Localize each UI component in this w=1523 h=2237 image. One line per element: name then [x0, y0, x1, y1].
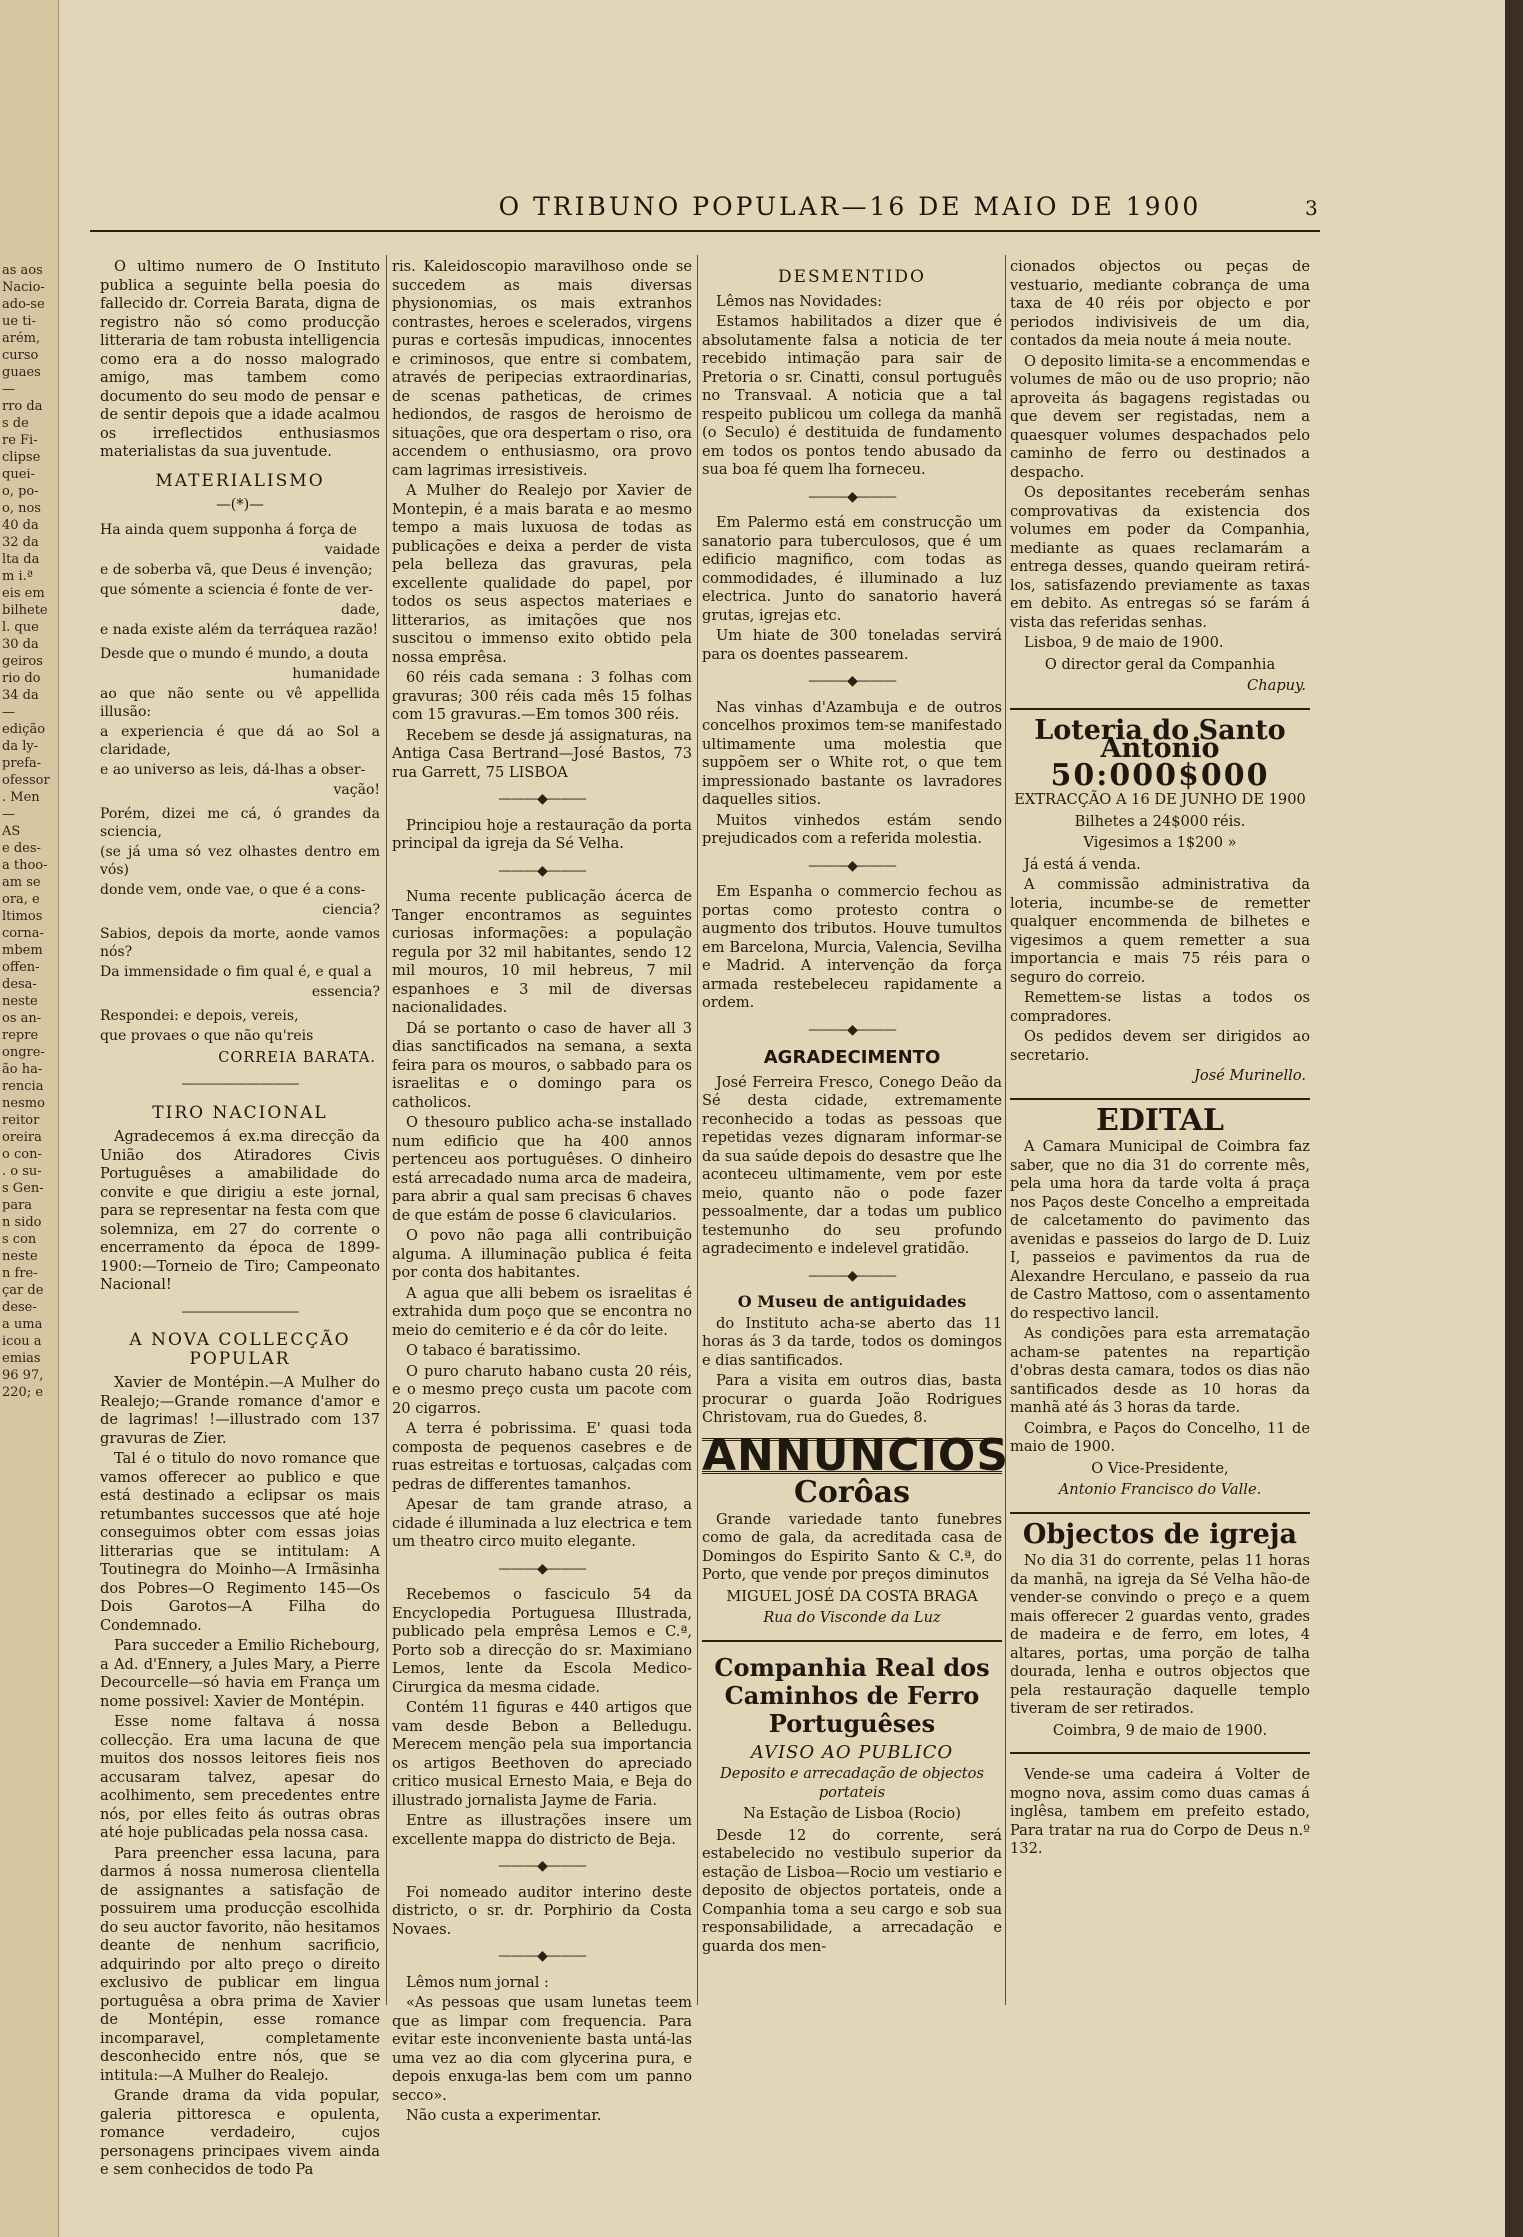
- tiro-title: TIRO NACIONAL: [152, 1102, 328, 1123]
- poem-line: Sabios, depois da morte, aonde vamos nós?: [100, 925, 380, 960]
- poem-line: Ha ainda quem supponha á força de: [100, 521, 357, 538]
- loteria-bilhetes: Bilhetes a 24$000 réis.: [1074, 812, 1246, 830]
- margin-fragment: n sido: [2, 1215, 42, 1230]
- col2-p5: Principiou hoje a restauração da porta principal da igreja da Sé Velha.: [392, 816, 692, 852]
- col2-p21: Não custa a experimentar.: [406, 2107, 602, 2124]
- ad-divider: [1010, 1752, 1310, 1754]
- separator: ———◆———: [808, 673, 896, 689]
- margin-fragment: n fre-: [2, 1266, 38, 1281]
- coroas-address: Rua do Visconde da Luz: [763, 1609, 941, 1626]
- margin-fragment: s Gen-: [2, 1181, 44, 1196]
- ad-divider: [1010, 1098, 1310, 1100]
- margin-fragment: clipse: [2, 450, 41, 465]
- margin-fragment: ue ti-: [2, 314, 36, 329]
- separator: ———◆———: [498, 1560, 586, 1577]
- margin-fragment: am se: [2, 875, 41, 890]
- edital-p1: A Camara Municipal de Coimbra faz saber, que no dia 31 do corrente mês, pela uma hora da tarde volta á praça nos Paços deste Concelho a empreitada de calcetamento do pavimento das avenidas e passeios do largo de D. Luiz I, passeios e pavimentos da rua de Alexandre Herculano, e passeio da rua de Castro Mattoso, com o assentamento do respectivo lancil.: [1010, 1138, 1310, 1322]
- column-2: [392, 258, 692, 2128]
- poem-line: e de soberba vã, que Deus é invenção;: [100, 561, 373, 578]
- margin-fragment: 32 da: [2, 535, 39, 550]
- margin-fragment: offen-: [2, 960, 40, 975]
- margin-fragment: icou a: [2, 1334, 42, 1349]
- column-4: [1010, 258, 1310, 1861]
- separator: ———◆———: [808, 1267, 896, 1284]
- coroas-seller: MIGUEL JOSÉ DA COSTA BRAGA: [726, 1587, 978, 1605]
- desmentido-text: Estamos habilitados a dizer que é absolutamente falsa a noticia de ter recebido intimação para sair de Pretoria o sr. Cinatti, consul português no Transvaal. A noticia que a tal respeito publicou um collega da manhã (o Seculo) é destituida de fundamento em todos os pontos tendo abusado da sua boa fé quem lha forneceu.: [702, 313, 1002, 478]
- col2-p14: Apesar de tam grande atraso, a cidade é illuminada a luz electrica e tem um theatro circo muito elegante.: [392, 1496, 692, 1550]
- previous-page-margin: [0, 0, 59, 2237]
- col2-p17: Entre as illustrações insere um excellente mappa do districto de Beja.: [392, 1812, 692, 1848]
- aviso-signature: Chapuy.: [1247, 677, 1306, 694]
- page-header-title: O TRIBUNO POPULAR—16 DE MAIO DE 1900: [498, 192, 1202, 221]
- col2-p2: A Mulher do Realejo por Xavier de Montepin, é a mais barata e ao mesmo tempo a mais luxuosa de todas as publicações e deixa a perder de vista pela belleza das gravuras, pela excellente qualidade do papel, por todos os seus aspectos materiaes e litterarios, as imitações que nos suscitou o immenso exito obtido pela nossa emprêsa.: [392, 482, 692, 666]
- margin-fragment: nesmo: [2, 1096, 45, 1111]
- column-3: [702, 258, 1010, 1958]
- palermo-text: Em Palermo está em construcção um sanatorio para tuberculosos, que é um edificio magnifico, com todas as commodidades, é illuminado a luz electrica. Junto do sanatorio haverá grutas, igrejas etc.: [702, 514, 1002, 624]
- col2-p10: A agua que alli bebem os israelitas é extrahida dum poço que se encontra no meio do cemiterio e é da côr do leite.: [392, 1284, 692, 1339]
- edital-p2: As condições para esta arrematação acham-se patentes na repartição d'obras desta camara, todos os dias não santificados desde as 10 horas da manhã até ás 3 horas da tarde.: [1010, 1325, 1310, 1416]
- espanha-text: Em Espanha o commercio fechou as portas como protesto contra o augmento dos tributos. Houve tumultos em Barcelona, Murcia, Valencia, Sevilha e Madrid. A intervenção da força armada restebeleceu rapidamente a ordem.: [702, 883, 1002, 1011]
- col2-p18: Foi nomeado auditor interino deste districto, o sr. dr. Porphirio da Costa Novaes.: [392, 1883, 692, 1938]
- separator: ———◆———: [808, 488, 896, 505]
- margin-fragment: . o su-: [2, 1164, 42, 1179]
- colleccao-p5: Para preencher essa lacuna, para darmos á nossa numerosa clientella de assignantes a satisfação de possuirem uma producção escolhida do seu auctor favorito, não hesitamos deante de nenhum sacrificio, adquirindo por alto preço o direito exclusivo de publicar em lingua portuguêsa a obra prima de Xavier de Montépin, esse romance incomparavel, completamente desconhecido entre nós, que se intitula:—A Mulher do Realejo.: [100, 1844, 380, 2084]
- margin-fragment: rio do: [2, 671, 41, 686]
- aviso-station: Na Estação de Lisboa (Rocio): [743, 1805, 961, 1822]
- poem-line: Desde que o mundo é mundo, a douta: [100, 645, 369, 662]
- margin-fragment: o con-: [2, 1147, 42, 1162]
- annuncios-title: ANNUNCIOS: [702, 1429, 1010, 1481]
- margin-fragment: neste: [2, 1249, 38, 1264]
- separator: —————————: [181, 1303, 299, 1320]
- poem-line: a experiencia é que dá ao Sol a claridade,: [100, 723, 380, 758]
- tiro-text: Agradecemos á ex.ma direcção da União dos Atiradores Civis Portuguêses a amabilidade do convite e que dirigiu a este jornal, para se representar na festa com que solemniza, em 27 do corrente o encerramento da época de 1899-1900:—Torneio de Tiro; Campeonato Nacional!: [100, 1128, 380, 1293]
- agradecimento-title: AGRADECIMENTO: [763, 1047, 941, 1068]
- poem-line: que provaes o que não qu'reis: [100, 1027, 314, 1044]
- margin-fragment: quei-: [2, 467, 35, 482]
- museu-p1: do Instituto acha-se aberto das 11 horas ás 3 da tarde, todos os domingos e dias santificados.: [702, 1314, 1002, 1369]
- col2-p3: 60 réis cada semana : 3 folhas com gravuras; 300 réis cada mês 15 folhas com 15 gravuras.—Em tomos 300 réis.: [392, 669, 692, 723]
- colleccao-p6: Grande drama da vida popular, galeria pittoresca e opulenta, romance verdadeiro, cujos personagens principaes vivem ainda e sem conhecidos de todo Pa: [100, 2087, 380, 2178]
- col2-p13: A terra é pobrissima. E' quasi toda composta de pequenos casebres e de ruas estreitas e tortuosas, calçadas com pedras de differentes tamanhos.: [392, 1420, 692, 1493]
- vinhedos-text: Muitos vinhedos estám sendo prejudicados com a referida molestia.: [702, 811, 1002, 847]
- margin-fragment: ado-se: [2, 297, 45, 312]
- museu-title: O Museu de antiguidades: [737, 1292, 967, 1311]
- poem-line: humanidade: [292, 665, 380, 682]
- margin-fragment: ofessor: [2, 773, 50, 788]
- companhia-title: Companhia Real dos Caminhos de Ferro Portuguêses: [714, 1652, 990, 1738]
- objectos-date: Coimbra, 9 de maio de 1900.: [1052, 1721, 1268, 1739]
- poem-body: [100, 521, 380, 1045]
- aviso-p3: Os depositantes receberám senhas comprovativas da existencia dos volumes em poder da Companhia, mediante as quaes reclamarám a entrega desses, quando queiram retirá-los, satisfazendo previamente as taxas em debito. As entregas só se farám á vista das referidas senhas.: [1010, 484, 1310, 631]
- margin-fragment: curso: [2, 348, 39, 363]
- margin-fragment: s de: [2, 416, 29, 431]
- poem-line: Da immensidade o fim qual é, e qual a: [100, 963, 372, 980]
- separator: ———◆———: [808, 857, 896, 874]
- objectos-text: No dia 31 do corrente, pelas 11 horas da manhã, na igreja da Sé Velha hão-de vender-se convindo o preço e a quem mais offerecer 2 guardas vento, grades de madeira e de ferro, em lotes, 4 altares, portas, uma porção de talha dourada, lenha e outros objectos que pela restauração daquelle templo tiveram de ser retirados.: [1010, 1552, 1310, 1717]
- margin-fragment: . Men: [2, 790, 40, 805]
- margin-fragment: mbem: [2, 943, 43, 958]
- edital-vice-presidente: O Vice-Presidente,: [1091, 1459, 1229, 1477]
- margin-fragment: e des-: [2, 841, 41, 856]
- margin-fragment: lta da: [2, 552, 40, 567]
- col2-p15: Recebemos o fasciculo 54 da Encyclopedia Portuguesa Illustrada, publicado pela emprêsa Lemos e C.ª, Porto sob a direcção do sr. Maximiano Lemos, lente da Escola Medico-Cirurgica da mesma cidade.: [392, 1586, 692, 1696]
- desmentido-source: Lêmos nas Novidades:: [716, 292, 883, 310]
- margin-fragment: 34 da: [2, 688, 39, 703]
- col2-p6: Numa recente publicação ácerca de Tanger encontramos as seguintes curiosas informações: a população regula por 32 mil habitantes, sendo 12 mil mouros, 10 mil hebreus, 7 mil espanhoes e 3 mil de diversas nacionalidades.: [392, 888, 692, 1016]
- separator: ———◆———: [808, 1021, 896, 1038]
- aviso-subtitle: Deposito e arrecadação de objectos portateis: [720, 1765, 984, 1801]
- separator: —————————: [181, 1076, 299, 1092]
- objectos-title: Objectos de igreja: [1022, 1518, 1298, 1550]
- margin-fragment: bilhete: [2, 603, 48, 618]
- margin-fragment: da ly-: [2, 739, 39, 754]
- loteria-prize: 50:000$000: [1050, 757, 1270, 793]
- margin-fragment: l. que: [2, 620, 39, 635]
- page-number: 3: [1305, 196, 1318, 220]
- aviso-director: O director geral da Companhia: [1044, 655, 1276, 673]
- margin-fragment: s con: [2, 1232, 37, 1247]
- margin-fragment: AS: [2, 824, 21, 839]
- aviso-title: AVISO AO PUBLICO: [750, 1741, 954, 1763]
- margin-fragment: re Fi-: [2, 433, 38, 448]
- colleccao-p4: Esse nome faltava á nossa collecção. Era uma lacuna de que muitos dos nossos leitores fieis nos accusaram talvez, apesar do acolhimento, sem precedentes entre nós, por elles feito ás outras obras até hoje publicadas pela nossa casa.: [100, 1713, 380, 1841]
- coroas-text: Grande variedade tanto funebres como de gala, da acreditada casa de Domingos do Espirito Santo & C.ª, do Porto, que vende por preços diminutos: [702, 1510, 1002, 1583]
- margin-fragment: emias: [2, 1351, 41, 1366]
- ad-divider: [702, 1640, 1002, 1642]
- loteria-p2: Remettem-se listas a todos os compradores.: [1010, 989, 1310, 1025]
- poem-line: Respondei: e depois, vereis,: [100, 1007, 299, 1024]
- edital-date: Coimbra, e Paços do Concelho, 11 de maio de 1900.: [1010, 1419, 1310, 1455]
- poem-line: vação!: [333, 781, 380, 798]
- poem-line: dade,: [340, 601, 380, 618]
- margin-fragment: neste: [2, 994, 38, 1009]
- column-divider: [697, 255, 698, 2005]
- column-divider: [1005, 255, 1006, 2005]
- margin-fragment: oreira: [2, 1130, 42, 1145]
- margin-fragment: —: [2, 382, 15, 397]
- margin-fragment: para: [2, 1198, 33, 1213]
- loteria-signature: José Murinello.: [1194, 1067, 1306, 1084]
- margin-fragment: prefa-: [2, 756, 42, 771]
- poem-line: vaidade: [324, 541, 380, 558]
- loteria-title: Loteria do Santo Antonio: [1034, 714, 1286, 764]
- poem-line: ciencia?: [322, 901, 380, 918]
- margin-fragment: o, po-: [2, 484, 39, 499]
- cadeira-text: Vende-se uma cadeira á Volter de mogno nova, assim como duas camas á inglêsa, tambem em prefeito estado, Para tratar na rua do Corpo de Deus n.º 132.: [1010, 1766, 1310, 1857]
- page-edge-shadow: [1505, 0, 1523, 2237]
- loteria-p1: A commissão administrativa da loteria, incumbe-se de remetter qualquer encommenda de bilhetes e vigesimos a quem remetter a sua importancia e mais 75 réis para o seguro do correio.: [1010, 876, 1310, 986]
- colleccao-title: A NOVA COLLECÇÃO POPULAR: [129, 1330, 351, 1369]
- colleccao-p3: Para succeder a Emilio Richebourg, a Ad. d'Ennery, a Jules Mary, a Pierre Decourcelle—só havia em França um nome possivel: Xavier de Montépin.: [100, 1637, 380, 1710]
- aviso-p2: O deposito limita-se a encommendas e volumes de mão ou de uso proprio; não aproveita ás bagagens registadas ou que devem ser registadas, nem a quaesquer volumes despachados pelo caminho de ferro ou destinados a despacho.: [1010, 352, 1310, 481]
- colleccao-p2: Tal é o titulo do novo romance que vamos offerecer ao publico e que está destinado a eclipsar os mais retumbantes successos que até hoje conseguimos obter com essas joias litterarias que se intitulam: A Toutinegra do Moinho—A Irmãsinha dos Pobres—O Regimento 145—Os Dois Garotos—A Filha do Condemnado.: [100, 1450, 380, 1634]
- agradecimento-text: José Ferreira Fresco, Conego Deão da Sé desta cidade, extremamente reconhecido a todas as pessoas que repetidas vezes dignaram informar-se da sua saúde depois do desastre que lhe aconteceu ultimamente, vem por este meio, quanto não o pode fazer pessoalmente, dar a todas um publico testemunho do seu profundo agradecimento e indelevel gratidão.: [702, 1073, 1002, 1257]
- margin-fragment: —: [2, 807, 15, 822]
- margin-fragment: 40 da: [2, 518, 39, 533]
- header-rule: [90, 230, 1320, 232]
- margin-fragment: ora, e: [2, 892, 40, 907]
- poem-title: MATERIALISMO: [155, 470, 325, 491]
- edital-title: EDITAL: [1096, 1102, 1224, 1138]
- column-divider: [386, 255, 387, 2005]
- colleccao-p1: Xavier de Montépin.—A Mulher do Realejo;—Grande romance d'amor e de lagrimas! !—illustrado com 137 gravuras de Zier.: [100, 1374, 380, 1447]
- col2-p12: O puro charuto habano custa 20 réis, e o mesmo preço custa um pacote com 20 cigarros.: [392, 1362, 692, 1417]
- margin-fragment: corna-: [2, 926, 44, 941]
- poem-line: Porém, dizei me cá, ó grandes da sciencia,: [100, 805, 380, 840]
- col2-p20: «As pessoas que usam lunetas teem que as limpar com frequencia. Para evitar este inconveniente basta untá-las uma vez ao dia com glycerina pura, e depois enxuga-las bem com um panno secco».: [392, 1994, 692, 2104]
- separator: ———◆———: [498, 1858, 586, 1874]
- ad-divider: [1010, 708, 1310, 710]
- museu-p2: Para a visita em outros dias, basta procurar o guarda João Rodrigues Christovam, rua do Guedes, 8.: [702, 1372, 1002, 1426]
- col2-p4: Recebem se desde já assignaturas, na Antiga Casa Bertrand—José Bastos, 73 rua Garrett, 75 LISBOA: [392, 726, 692, 781]
- poem-line: (se já uma só vez olhastes dentro em vós): [100, 843, 380, 878]
- margin-fragment: eis em: [2, 586, 45, 601]
- col2-p19: Lêmos num jornal :: [406, 1973, 549, 1991]
- poem-line: ao que não sente ou vê appellida illusão:: [100, 685, 380, 720]
- hiate-text: Um hiate de 300 toneladas servirá para os doentes passearem.: [702, 627, 1002, 663]
- loteria-venda: Já está á venda.: [1024, 855, 1141, 873]
- azambuja-text: Nas vinhas d'Azambuja e de outros concelhos proximos tem-se manifestado ultimamente uma molestia que suppõem ser o White rot, o que tem impressionado bastante os lavradores daquelles sitios.: [702, 698, 1002, 808]
- aviso-continued: cionados objectos ou peças de vestuario, mediante cobrança de uma taxa de 40 réis por objecto e por periodos indivisiveis de um dia, contados da meia noute á meia noute.: [1010, 258, 1310, 349]
- poem-line: que sómente a sciencia é fonte de ver-: [100, 581, 374, 598]
- margin-fragment: Nacio-: [2, 280, 45, 295]
- margin-fragment: a thoo-: [2, 858, 48, 873]
- margin-fragment: 220; e: [2, 1385, 44, 1400]
- loteria-vigesimos: Vigesimos a 1$200 »: [1083, 834, 1237, 851]
- column-1: [100, 258, 380, 2182]
- margin-fragment: ltimos: [2, 909, 43, 924]
- margin-fragment: desa-: [2, 977, 37, 992]
- poem-line: donde vem, onde vae, o que é a cons-: [100, 881, 366, 898]
- margin-fragment: —: [2, 705, 15, 720]
- margin-fragment: m i.ª: [2, 569, 33, 584]
- col2-p9: O povo não paga alli contribuição alguma. A illuminação publica é feita por conta dos habitantes.: [392, 1227, 692, 1281]
- col2-p16: Contém 11 figuras e 440 artigos que vam desde Bebon a Belledugu. Merecem menção pela sua importancia os artigos Beethoven do apreciado critico musical Ernesto Maia, e Beja do illustrado jornalista Jayme de Faria.: [392, 1699, 692, 1809]
- desmentido-title: DESMENTIDO: [778, 267, 926, 287]
- separator: ———◆———: [498, 862, 586, 879]
- margin-fragment: ongre-: [2, 1045, 45, 1060]
- separator: ———◆———: [498, 1948, 586, 1964]
- margin-fragment: rencia: [2, 1079, 44, 1094]
- margin-fragment: ão ha-: [2, 1062, 43, 1077]
- margin-fragment: arém,: [2, 331, 41, 346]
- aviso-date: Lisboa, 9 de maio de 1900.: [1024, 634, 1224, 651]
- poem-mark: —(*)—: [216, 496, 264, 513]
- margin-fragment: rro da: [2, 399, 43, 414]
- instituto-intro: O ultimo numero de O Instituto publica a seguinte bella poesia do fallecido dr. Correia Barata, digna de registro não só como producção litteraria de tam robusta intelligencia como era a do nosso malogrado amigo, mas tambem como documento do seu modo de pensar e de sentir depois que a idade acalmou os irreflectidos enthusiasmos materialistas da sua juventude.: [100, 258, 380, 460]
- poem-line: essencia?: [311, 983, 380, 1000]
- poem-line: e ao universo as leis, dá-lhas a obser-: [100, 761, 366, 778]
- separator: ———◆———: [498, 791, 586, 807]
- col2-p7: Dá se portanto o caso de haver all 3 dias sanctificados na semana, a sexta feira para os mouros, o sabbado para os israelitas e o domingo para os catholicos.: [392, 1019, 692, 1111]
- margin-fragment: os an-: [2, 1011, 42, 1026]
- margin-fragment: repre: [2, 1028, 39, 1043]
- margin-fragment: 96 97,: [2, 1368, 44, 1383]
- ad-divider: [1010, 1512, 1310, 1514]
- margin-fragment: reitor: [2, 1113, 40, 1128]
- margin-fragment: 30 da: [2, 637, 39, 652]
- col2-p8: O thesouro publico acha-se installado num edificio que ha 400 annos pertenceu aos portuguêses. O dinheiro está arrecadado numa arca de madeira, para abrir a qual sam precisas 6 chaves de que estám de posse 6 clavicularios.: [392, 1114, 692, 1224]
- margin-fragment: guaes: [2, 365, 41, 380]
- edital-signature: Antonio Francisco do Valle.: [1058, 1481, 1262, 1498]
- poem-author: CORREIA BARATA.: [218, 1048, 376, 1066]
- margin-fragment: edição: [2, 722, 46, 737]
- loteria-draw: EXTRACÇÃO A 16 DE JUNHO DE 1900: [1014, 791, 1306, 808]
- poem-line: e nada existe além da terráquea razão!: [100, 621, 379, 638]
- aviso-text: Desde 12 do corrente, será estabelecido no vestibulo superior da estação de Lisboa—Rocio um vestiario e deposito de objectos portateis, onde a Companhia toma a seu cargo e sob sua responsabilidade, a arrecadação e guarda dos men-: [702, 1826, 1002, 1955]
- margin-fragment: çar de: [2, 1283, 44, 1298]
- margin-fragment: geiros: [2, 654, 43, 669]
- margin-fragment: a uma: [2, 1317, 43, 1332]
- margin-fragment: o, nos: [2, 501, 41, 516]
- margin-fragment: dese-: [2, 1300, 37, 1315]
- col2-p1: ris. Kaleidoscopio maravilhoso onde se succedem as mais diversas physionomias, os mais extranhos contrastes, heroes e scelerados, virgens puras e cortesãs impudicas, innocentes e criminosos, que entre si combatem, através de peripecias extraordinarias, de scenas patheticas, de crimes hediondos, de rasgos de heroismo de situações, que ora despertam o riso, ora accendem o enthusiasmo, ora provo cam lagrimas irresistiveis.: [392, 258, 692, 479]
- col2-p11: O tabaco é baratissimo.: [406, 1342, 581, 1359]
- margin-fragment: as aos: [2, 263, 43, 278]
- coroas-title: Corôas: [793, 1475, 911, 1510]
- loteria-p3: Os pedidos devem ser dirigidos ao secretario.: [1010, 1028, 1310, 1064]
